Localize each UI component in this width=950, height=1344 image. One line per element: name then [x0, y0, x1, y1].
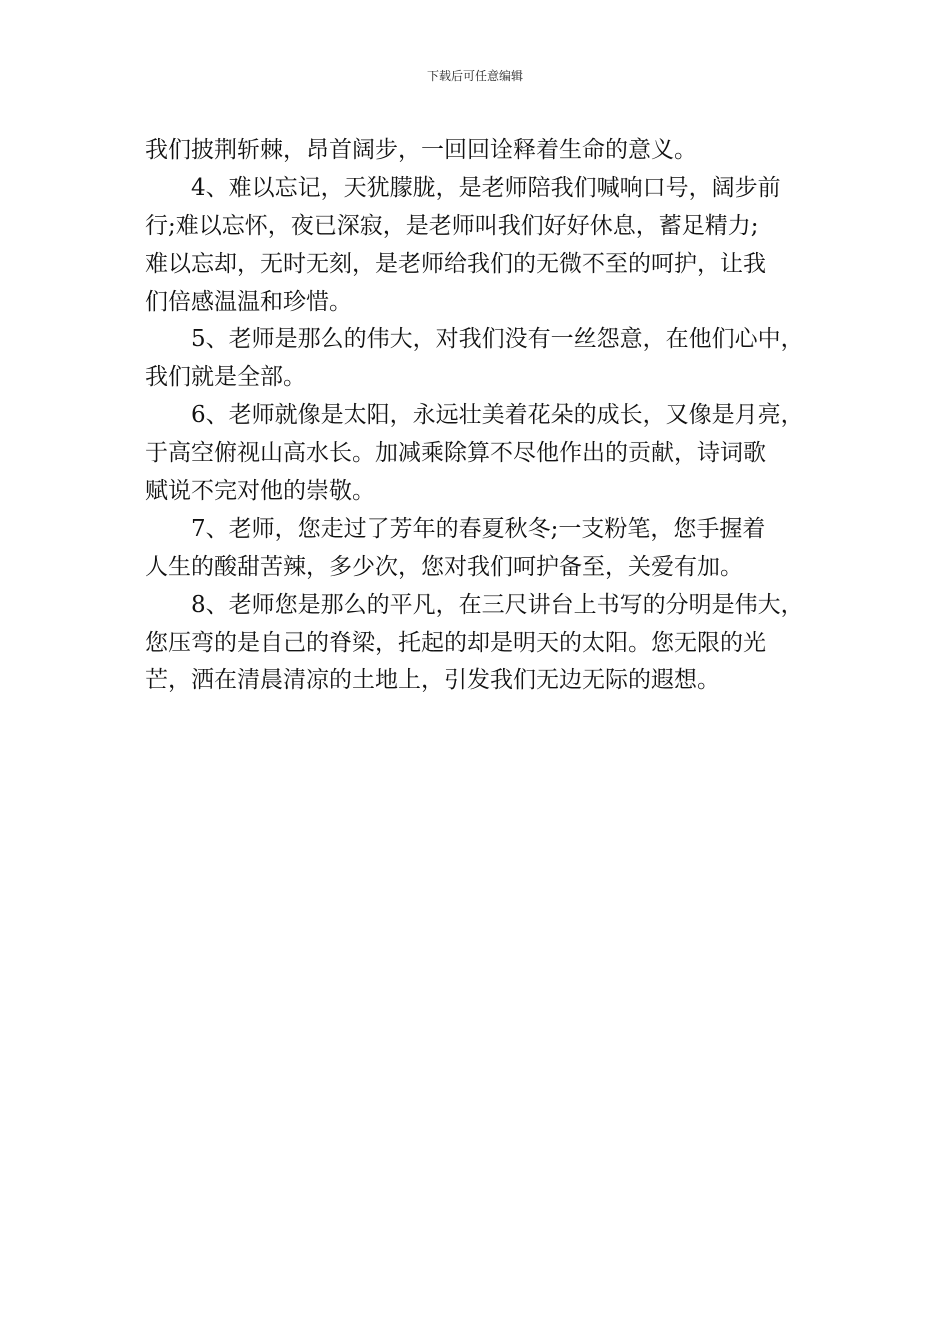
- text-line: 芒，洒在清晨清凉的土地上，引发我们无边无际的遐想。: [145, 667, 720, 694]
- text-line: 行;难以忘怀，夜已深寂，是老师叫我们好好休息，蓄足精力;: [145, 212, 759, 239]
- text-line: 您压弯的是自己的脊梁，托起的却是明天的太阳。您无限的光: [145, 629, 766, 656]
- text-line: 赋说不完对他的崇敬。: [145, 478, 375, 505]
- text-line: 8、老师您是那么的平凡，在三尺讲台上书写的分明是伟大，: [191, 591, 804, 618]
- page-header: 下载后可任意编辑: [426, 69, 523, 83]
- text-line: 7、老师，您走过了芳年的春夏秋冬;一支粉笔，您手握着: [191, 515, 766, 542]
- text-line: 6、老师就像是太阳，永远壮美着花朵的成长，又像是月亮，: [191, 402, 804, 429]
- text-line: 我们就是全部。: [145, 364, 306, 391]
- text-line: 我们披荆斩棘，昂首阔步，一回回诠释着生命的意义。: [145, 137, 697, 163]
- text-line: 难以忘却，无时无刻，是老师给我们的无微不至的呵护，让我: [145, 250, 766, 277]
- text-line: 于高空俯视山高水长。加减乘除算不尽他作出的贡献，诗词歌: [145, 440, 766, 467]
- text-line: 人生的酸甜苦辣，多少次，您对我们呵护备至，关爱有加。: [145, 553, 743, 580]
- text-line: 5、老师是那么的伟大，对我们没有一丝怨意，在他们心中，: [191, 326, 804, 353]
- document-body: [145, 132, 825, 700]
- text-line: 4、难以忘记，天犹朦胧，是老师陪我们喊响口号，阔步前: [191, 174, 781, 201]
- text-line: 们倍感温温和珍惜。: [145, 288, 352, 315]
